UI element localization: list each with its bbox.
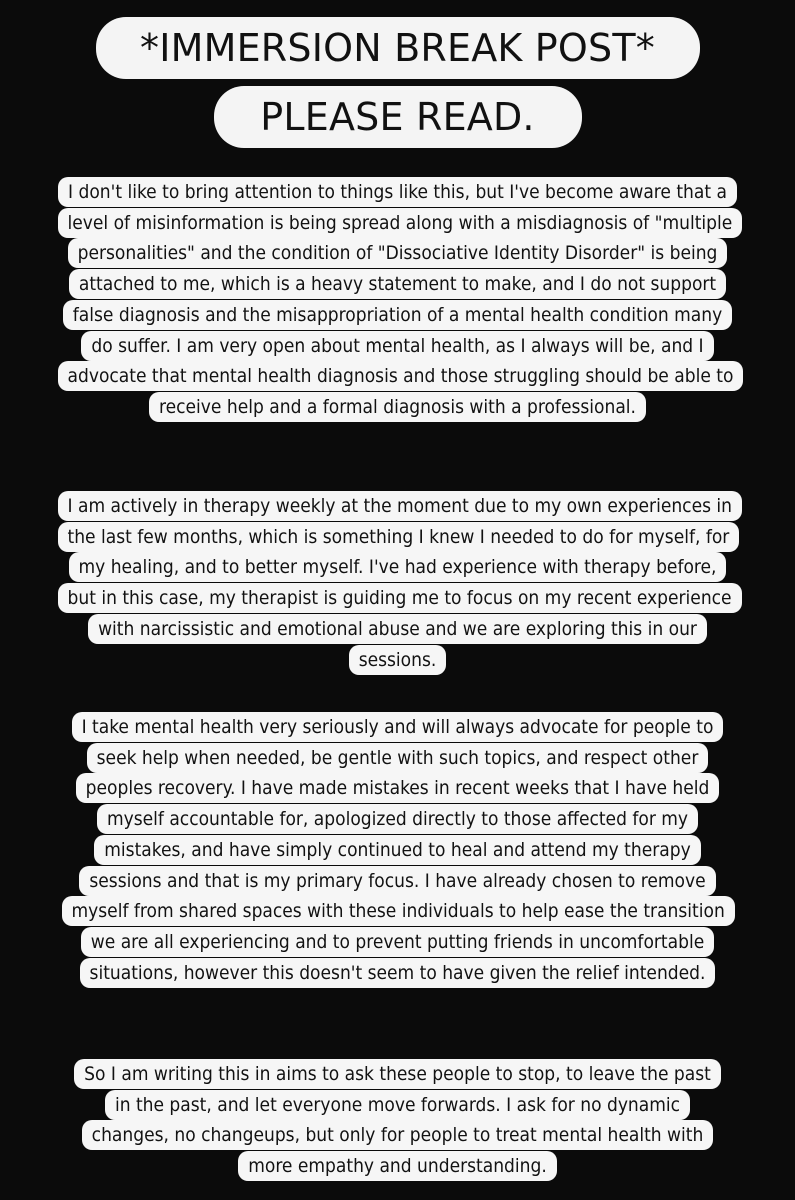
paragraph-3-text: I take mental health very seriously and will always advocate for people to seek help when needed, be gentle with such topics, and respect other peoples recovery. I have made mistakes in recent weeks that I have held myself accountable for, apologized directly to those affected for my mistakes, and have simply continued to heal and attend my therapy sessions and that is my primary focus. I have already chosen to remove myself from shared spaces with these individuals to help ease the transition we are all experiencing and to prevent putting friends in uncomfortable situations, however this doesn't seem to have given the relief intended. xyxy=(62,712,735,988)
paragraph-2 xyxy=(58,491,738,675)
paragraph-2-text: I am actively in therapy weekly at the moment due to my own experiences in the last few months, which is something I knew I needed to do for myself, for my healing, and to better myself. I've had experience with therapy before, but in this case, my therapist is guiding me to focus on my recent experience with narcissistic and emotional abuse and we are exploring this in our sessions. xyxy=(58,491,743,675)
paragraph-4 xyxy=(73,1059,723,1182)
paragraph-4-text: So I am writing this in aims to ask these people to stop, to leave the past in the past, and let everyone move forwards. I ask for no dynamic changes, no changeups, but only for people to treat mental health with more empathy and understanding. xyxy=(74,1059,721,1181)
paragraph-1 xyxy=(58,177,738,423)
title-line-2: PLEASE READ. xyxy=(214,86,582,148)
paragraph-1-text: I don't like to bring attention to things like this, but I've become aware that a level of misinformation is being spread along with a misdiagnosis of "multiple personalities" and the condition of "Dissociative Identity Disorder" is being attached to me, which is a heavy statement to make, and I do not support false diagnosis and the misappropriation of a mental health condition many do suffer. I am very open about mental health, as I always will be, and I advocate that mental health diagnosis and those struggling should be able to receive help and a formal diagnosis with a professional. xyxy=(58,177,744,422)
paragraph-3 xyxy=(62,712,734,988)
title-line-1: *IMMERSION BREAK POST* xyxy=(96,17,700,79)
title-block xyxy=(0,0,795,160)
